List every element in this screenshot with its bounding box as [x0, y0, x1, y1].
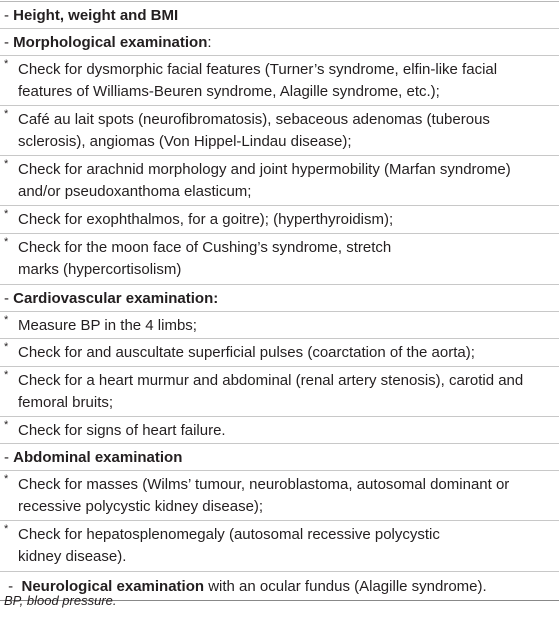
- table-row: [0, 206, 559, 234]
- bullet-marker: *: [4, 473, 9, 485]
- table-row: [0, 339, 559, 367]
- item-text-line: Check for exophthalmos, for a goitre); (hyperthyroidism);: [18, 211, 394, 228]
- item-text-line: femoral bruits;: [18, 394, 114, 411]
- item-text-line: Measure BP in the 4 limbs;: [18, 317, 197, 334]
- bullet-marker: *: [4, 419, 9, 431]
- bullet-marker: *: [4, 341, 9, 353]
- item-text-line: marks (hypercortisolism): [18, 261, 182, 278]
- item-text-line: features of Williams-Beuren syndrome, Alagille syndrome, etc.);: [18, 83, 440, 100]
- table-row: [0, 285, 559, 312]
- section-heading: - Neurological examination with an ocular fundus (Alagille syndrome).: [4, 578, 487, 595]
- item-text-line: and/or pseudoxanthoma elasticum;: [18, 183, 252, 200]
- item-text-line: Check for arachnid morphology and joint hypermobility (Marfan syndrome): [18, 161, 511, 178]
- bullet-marker: *: [4, 208, 9, 220]
- bullet-marker: *: [4, 314, 9, 326]
- bullet-marker: *: [4, 236, 9, 248]
- table-row: [0, 312, 559, 339]
- item-text-line: Check for and auscultate superficial pulses (coarctation of the aorta);: [18, 344, 475, 361]
- section-heading: - Morphological examination:: [4, 34, 212, 51]
- item-text-line: kidney disease).: [18, 548, 127, 565]
- table-row: [0, 106, 559, 156]
- item-text-line: recessive polycystic kidney disease);: [18, 498, 264, 515]
- item-text-line: Check for signs of heart failure.: [18, 422, 226, 439]
- bullet-marker: *: [4, 108, 9, 120]
- table-row: [0, 234, 559, 285]
- table-row: [0, 2, 559, 29]
- item-text-line: Check for hepatosplenomegaly (autosomal recessive polycystic: [18, 526, 440, 543]
- table-row: [0, 521, 559, 572]
- table-row: [0, 471, 559, 521]
- table-footnote: BP, blood pressure.: [4, 593, 117, 608]
- table-row: [0, 156, 559, 206]
- table-row: [0, 29, 559, 56]
- section-heading: - Height, weight and BMI: [4, 7, 179, 24]
- item-text-line: sclerosis), angiomas (Von Hippel-Lindau disease);: [18, 133, 352, 150]
- bullet-marker: *: [4, 158, 9, 170]
- item-text-line: Check for the moon face of Cushing’s syndrome, stretch: [18, 239, 392, 256]
- section-heading: - Cardiovascular examination:: [4, 290, 219, 307]
- table-row: [0, 56, 559, 106]
- table-row: [0, 417, 559, 444]
- section-heading: - Abdominal examination: [4, 449, 183, 466]
- bullet-marker: *: [4, 58, 9, 70]
- table-row: [0, 367, 559, 417]
- item-text-line: Check for masses (Wilms’ tumour, neuroblastoma, autosomal dominant or: [18, 476, 510, 493]
- bullet-marker: *: [4, 369, 9, 381]
- item-text-line: Check for dysmorphic facial features (Turner’s syndrome, elfin-like facial: [18, 61, 498, 78]
- item-text-line: Check for a heart murmur and abdominal (renal artery stenosis), carotid and: [18, 372, 524, 389]
- table-row: [0, 444, 559, 471]
- item-text-line: Café au lait spots (neurofibromatosis), sebaceous adenomas (tuberous: [18, 111, 490, 128]
- bullet-marker: *: [4, 523, 9, 535]
- examination-table: [0, 1, 559, 601]
